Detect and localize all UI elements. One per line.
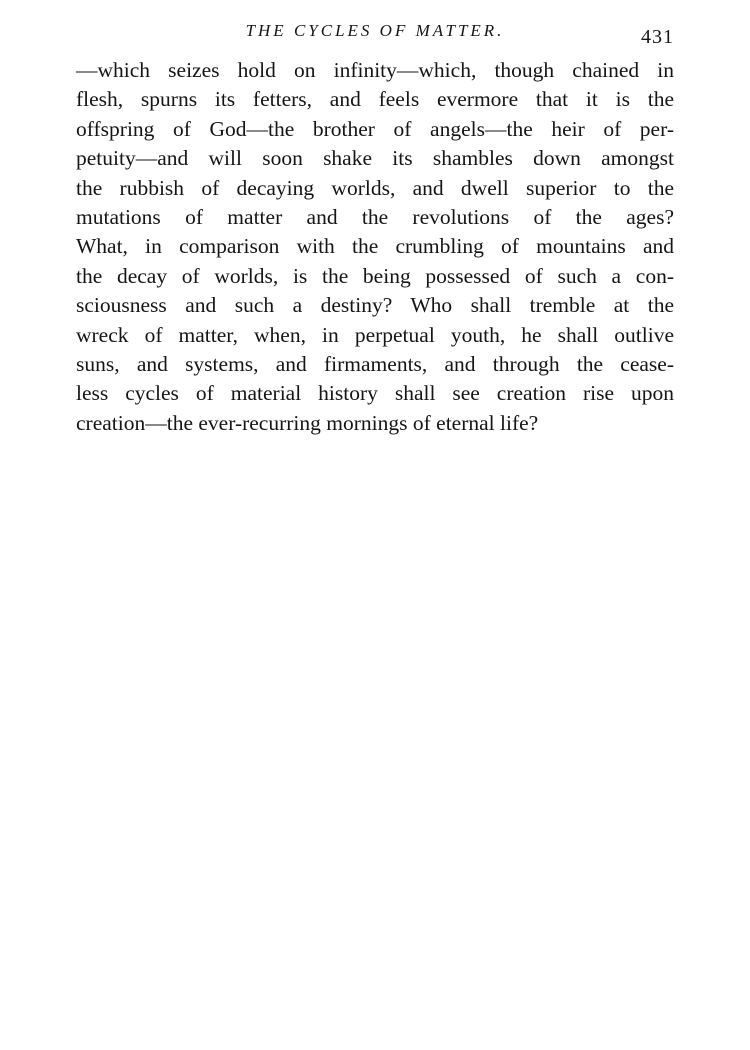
text-line: sciousness and such a destiny? Who shall tremble at the [76, 293, 674, 318]
text-line: the decay of worlds, is the being possessed of such a con- [76, 263, 674, 288]
text-line: —which seizes hold on infinity—which, though chained in [76, 58, 674, 82]
text-line: flesh, spurns its fetters, and feels evermore that it is the [76, 87, 674, 112]
text-line: wreck of matter, when, in perpetual youth, he shall outlive [76, 322, 674, 347]
page-number: 431 [641, 26, 674, 48]
text-line: less cycles of material history shall see creation rise upon [76, 381, 674, 406]
text-line: mutations of matter and the revolutions of the ages? [76, 205, 674, 230]
text-line: What, in comparison with the crumbling of mountains and [76, 234, 674, 259]
running-title: THE CYCLES OF MATTER. [245, 21, 505, 40]
text-line: creation—the ever-recurring mornings of eternal life? [76, 410, 539, 435]
text-line: petuity—and will soon shake its shambles down amongst [76, 146, 674, 171]
text-line: the rubbish of decaying worlds, and dwell superior to the [76, 175, 674, 200]
running-head [76, 18, 674, 48]
text-line: suns, and systems, and firmaments, and through the cease- [76, 352, 674, 377]
text-line: offspring of God—the brother of angels—the heir of per- [76, 116, 674, 141]
body-paragraph [76, 56, 674, 438]
